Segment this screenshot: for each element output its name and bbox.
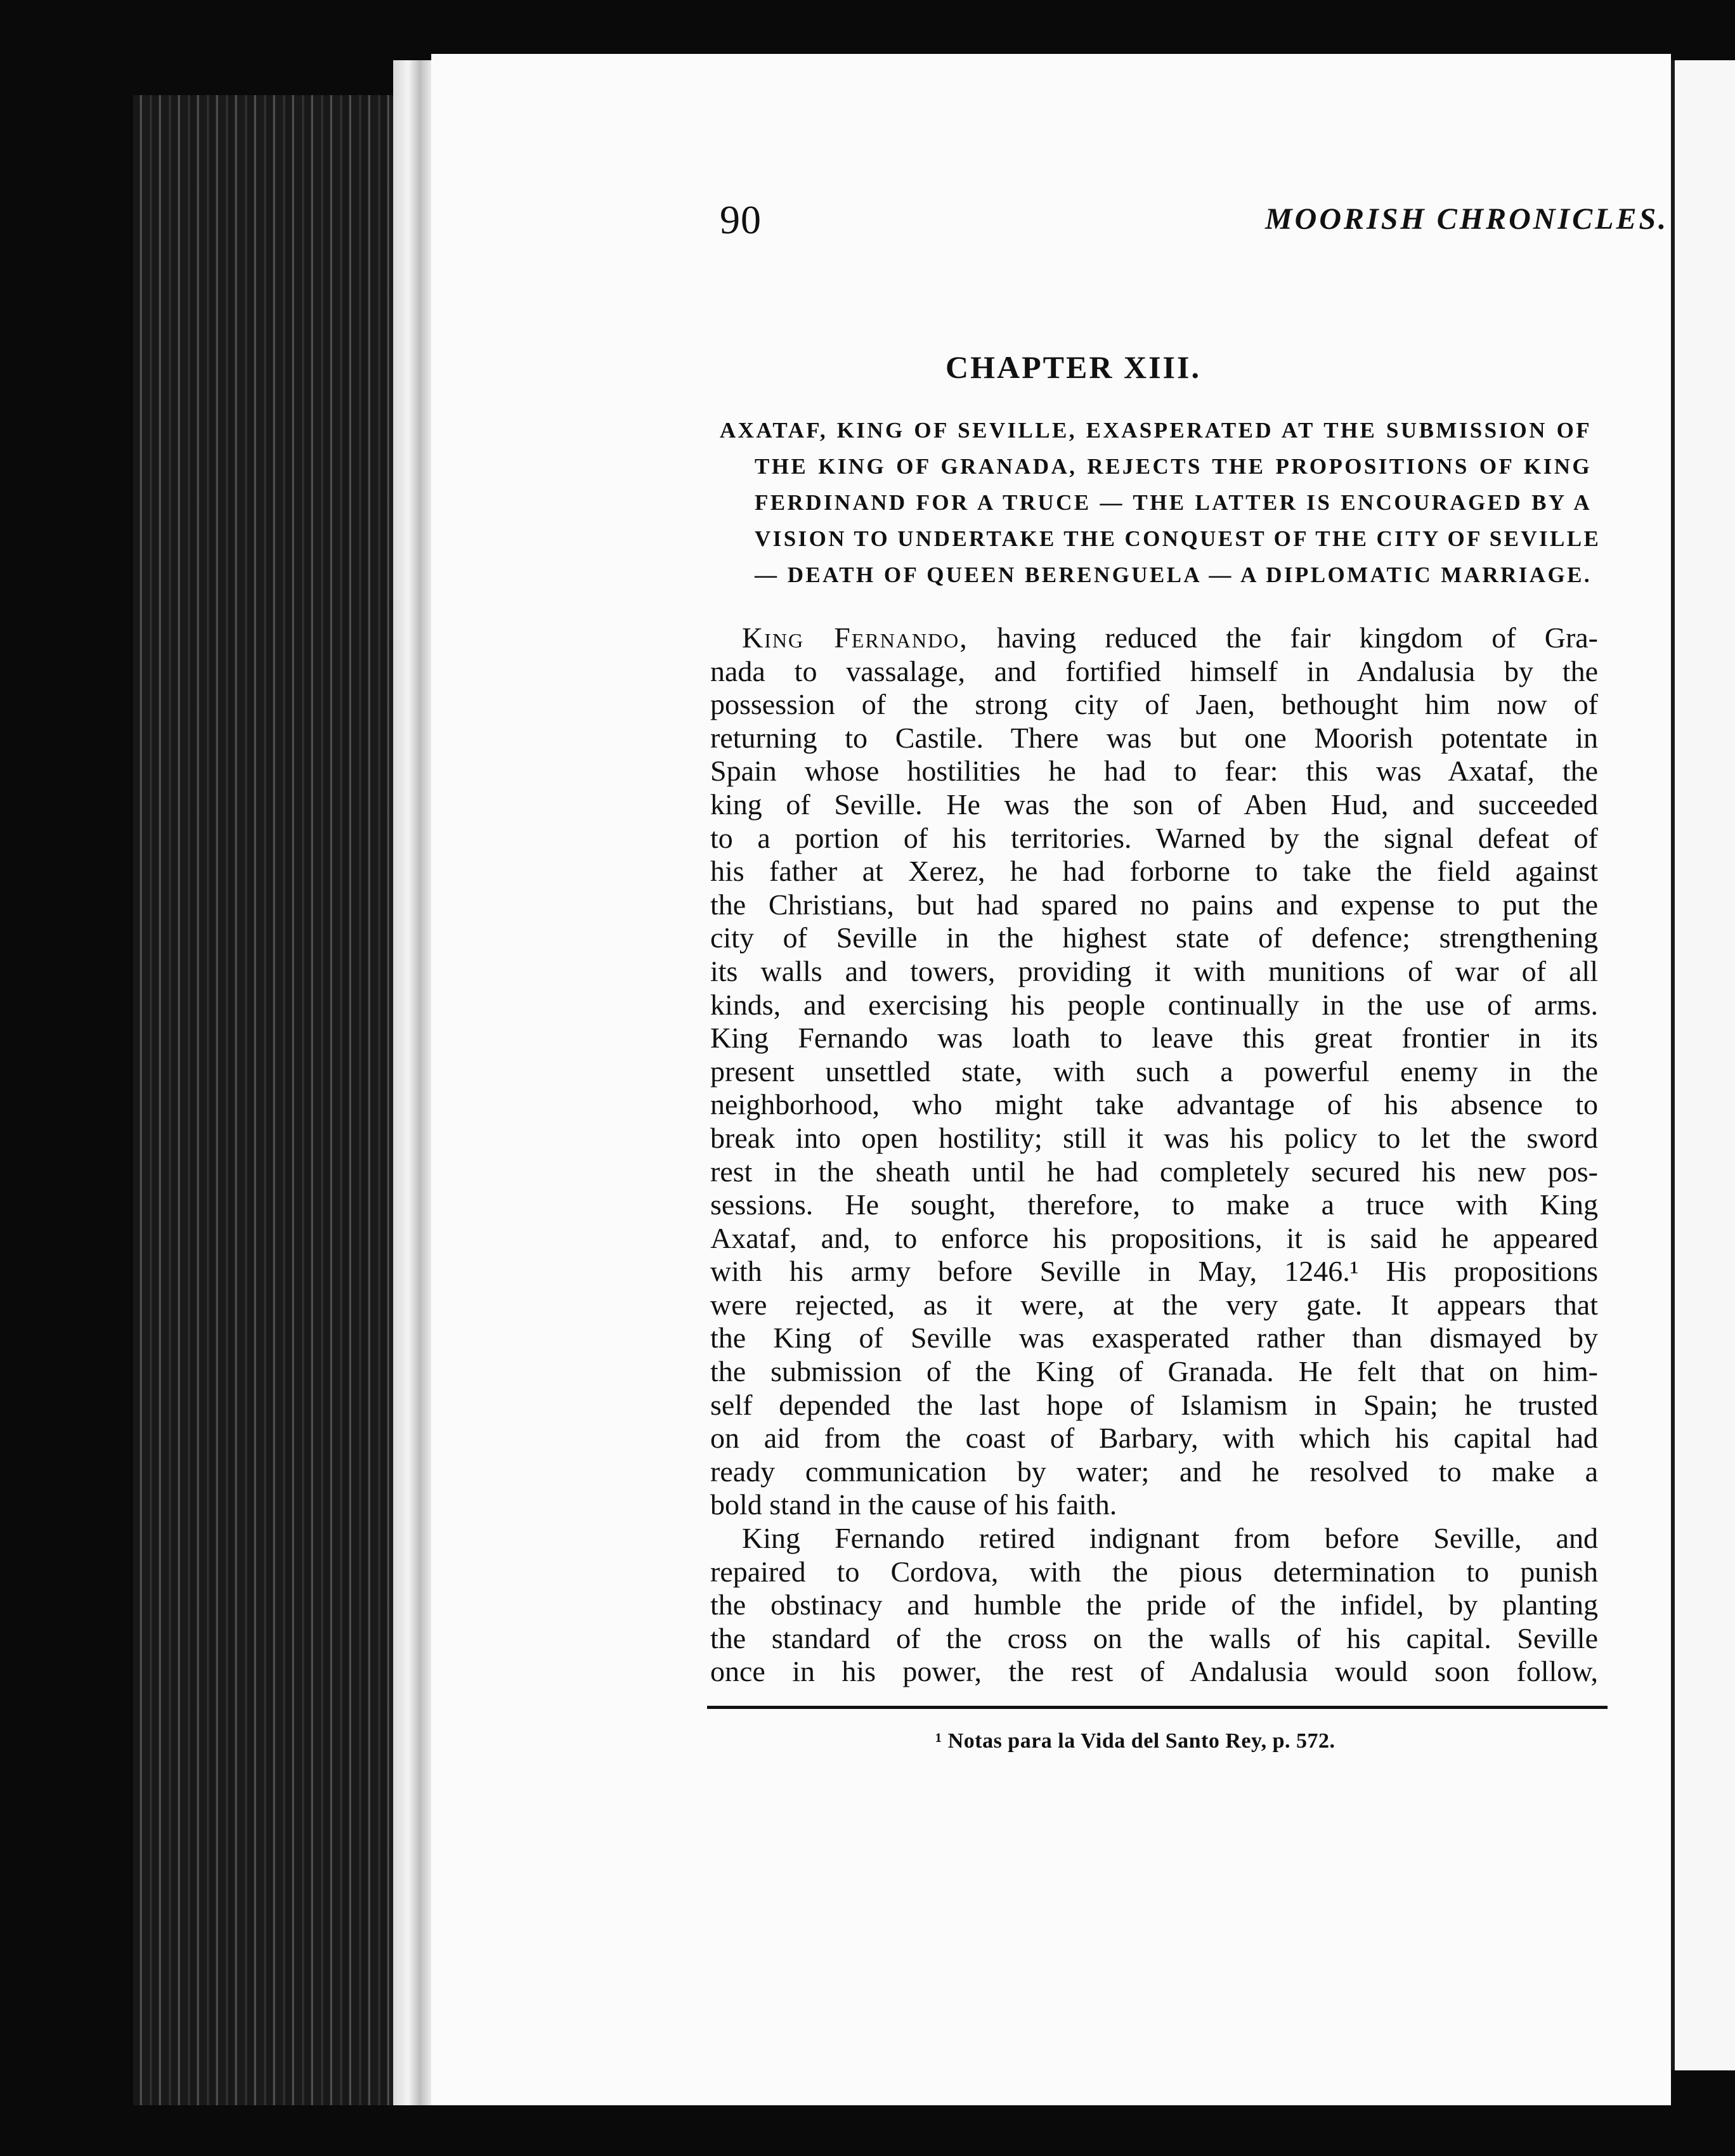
- text-line: the submission of the King of Granada. He felt that on him-: [710, 1355, 1598, 1388]
- page-number: 90: [720, 197, 762, 242]
- text-line: were rejected, as it were, at the very gate. It appears that: [710, 1288, 1598, 1321]
- text-line: present unsettled state, with such a powerful enemy in the: [710, 1055, 1598, 1088]
- paragraph-lead: King Fernando,: [742, 621, 968, 654]
- text-line: neighborhood, who might take advantage of his absence to: [710, 1088, 1598, 1121]
- text-line: Spain whose hostilities he had to fear: this was Axataf, the: [710, 755, 1598, 788]
- text-line: Axataf, and, to enforce his propositions, it is said he appeared: [710, 1221, 1598, 1254]
- facing-page-edge: [1671, 60, 1735, 2070]
- text-line: possession of the strong city of Jaen, bethought him now of: [710, 688, 1598, 721]
- chapter-synopsis: [720, 412, 1601, 593]
- text-line: rest in the sheath until he had completely secured his new pos-: [710, 1155, 1598, 1188]
- text-line: its walls and towers, providing it with munitions of war of all: [710, 954, 1598, 987]
- text-line: the standard of the cross on the walls of his capital. Seville: [710, 1621, 1598, 1654]
- text-line: the Christians, but had spared no pains and expense to put the: [710, 888, 1598, 921]
- synopsis-line: FERDINAND FOR A TRUCE — THE LATTER IS ENCOURAGED BY A: [755, 490, 1592, 515]
- text-line: with his army before Seville in May, 1246.¹ His propositions: [710, 1255, 1598, 1288]
- text-line: his father at Xerez, he had forborne to take the field against: [710, 855, 1598, 888]
- footnote: ¹ Notas para la Vida del Santo Rey, p. 572.: [935, 1729, 1335, 1753]
- text-line: the obstinacy and humble the pride of the infidel, by planting: [710, 1588, 1598, 1621]
- text-line: king of Seville. He was the son of Aben Hud, and succeeded: [710, 788, 1598, 821]
- text-line: self depended the last hope of Islamism in Spain; he trusted: [710, 1388, 1598, 1421]
- text-line: once in his power, the rest of Andalusia would soon follow,: [710, 1655, 1598, 1688]
- footnote-rule: [707, 1706, 1608, 1709]
- text-line: the King of Seville was exasperated rather than dismayed by: [710, 1322, 1598, 1354]
- book-page: [431, 54, 1671, 2105]
- text-line: King Fernando retired indignant from before Seville, and: [742, 1522, 1598, 1555]
- running-title: MOORISH CHRONICLES.: [1265, 202, 1669, 236]
- text-line: kinds, and exercising his people continually in the use of arms.: [710, 988, 1598, 1021]
- body-text: [710, 621, 1598, 1689]
- text-line: bold stand in the cause of his faith.: [710, 1488, 1117, 1521]
- text-line: repaired to Cordova, with the pious determination to punish: [710, 1555, 1598, 1588]
- text-line: break into open hostility; still it was his policy to let the sword: [710, 1121, 1598, 1154]
- text-line: nada to vassalage, and fortified himself in Andalusia by the: [710, 654, 1598, 687]
- book-page-edges: [133, 95, 412, 2105]
- page-stack-edge: [393, 60, 431, 2105]
- chapter-title: CHAPTER XIII.: [945, 349, 1201, 385]
- synopsis-line: THE KING OF GRANADA, REJECTS THE PROPOSITIONS OF KING: [755, 454, 1592, 479]
- synopsis-line: — DEATH OF QUEEN BERENGUELA — A DIPLOMATIC MARRIAGE.: [755, 562, 1592, 587]
- paragraph-1-line-1: [710, 621, 1598, 655]
- text-line: sessions. He sought, therefore, to make a truce with King: [710, 1188, 1598, 1221]
- text-line: on aid from the coast of Barbary, with which his capital had: [710, 1422, 1598, 1455]
- synopsis-line: AXATAF, KING OF SEVILLE, EXASPERATED AT THE SUBMISSION OF: [720, 418, 1592, 443]
- synopsis-line: VISION TO UNDERTAKE THE CONQUEST OF THE CITY OF SEVILLE: [755, 526, 1601, 551]
- text-line: ready communication by water; and he resolved to make a: [710, 1455, 1598, 1488]
- text-line: having reduced the fair kingdom of Gra-: [996, 621, 1599, 654]
- text-line: King Fernando was loath to leave this great frontier in its: [710, 1022, 1598, 1055]
- text-line: city of Seville in the highest state of defence; strengthening: [710, 921, 1598, 954]
- text-line: to a portion of his territories. Warned by the signal defeat of: [710, 821, 1598, 854]
- text-line: returning to Castile. There was but one Moorish potentate in: [710, 721, 1598, 754]
- running-head: [720, 197, 1696, 260]
